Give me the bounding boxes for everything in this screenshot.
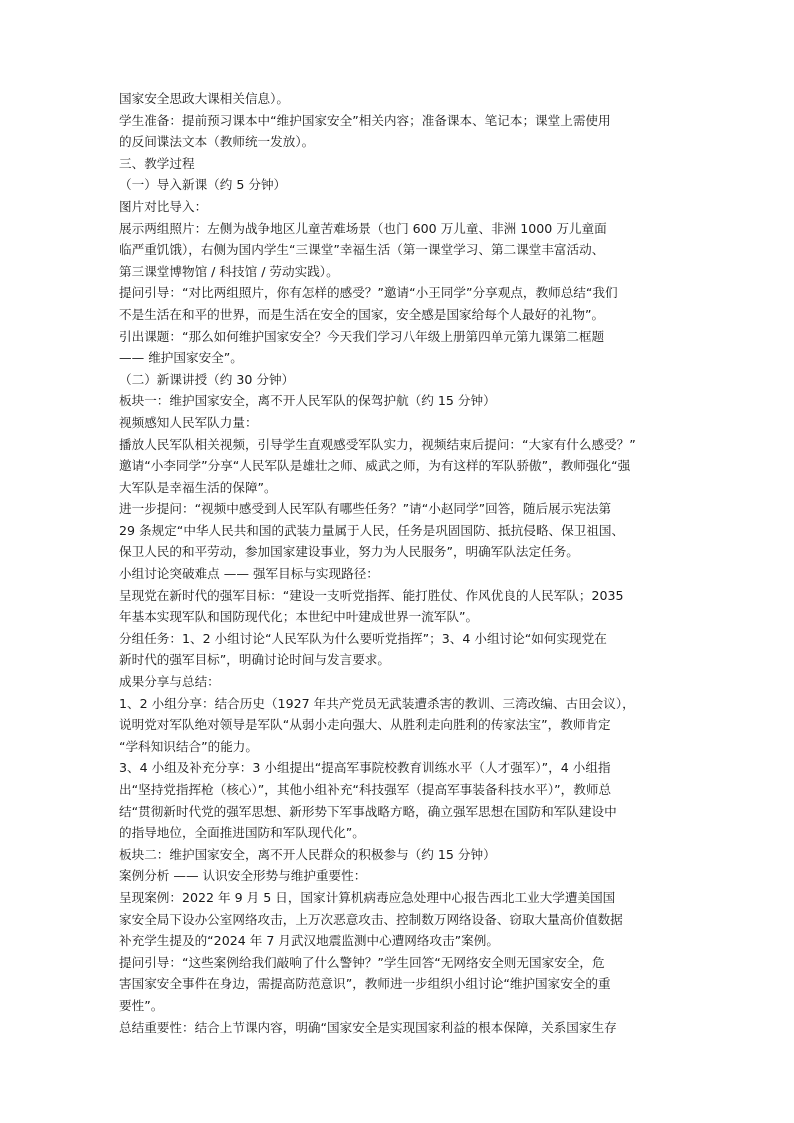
subsection-heading: （二）新课讲授（约 30 分钟） xyxy=(119,371,295,387)
text-line: 案例分析 —— 认识安全形势与维护重要性： xyxy=(119,868,367,884)
text-line: 呈现案例：2022 年 9 月 5 日，国家计算机病毒应急处理中心报告西北工业大学遭美国国 xyxy=(119,889,616,905)
text-line: 小组讨论突破难点 —— 强军目标与实现路径： xyxy=(119,566,379,582)
text-line: 第三课堂博物馆 / 科技馆 / 劳动实践）。 xyxy=(119,263,339,279)
text-line: 的反间谍法文本（教师统一发放）。 xyxy=(119,134,315,150)
text-line: 国家安全思政大课相关信息）。 xyxy=(119,91,290,106)
text-line: 成果分享与总结： xyxy=(119,674,220,690)
text-line: 提问引导：“对比两组照片，你有怎样的感受？”邀请“小王同学”分享观点，教师总结“我们 xyxy=(119,285,618,301)
block-heading: 板块一：维护国家安全，离不开人民军队的保驾护航（约 15 分钟） xyxy=(119,393,496,409)
text-line: 分组任务：1、2 小组讨论“人民军队为什么要听党指挥”；3、4 小组讨论“如何实现党在 xyxy=(119,630,607,646)
text-line: “学科知识结合”的能力。 xyxy=(119,738,258,754)
text-line: 害国家安全事件在身边，需提高防范意识”，教师进一步组织小组讨论“维护国家安全的重 xyxy=(119,976,611,992)
text-line: 进一步提问：“视频中感受到人民军队有哪些任务？”请“小赵同学”回答，随后展示宪法第 xyxy=(119,501,612,517)
lesson-plan-body xyxy=(119,88,679,1038)
text-line: 播放人民军队相关视频，引导学生直观感受军队实力，视频结束后提问：“大家有什么感受？” xyxy=(119,436,636,452)
text-line: 展示两组照片：左侧为战争地区儿童苦难场景（也门 600 万儿童、非洲 1000 万儿童面 xyxy=(119,220,607,236)
block-heading: 板块二：维护国家安全，离不开人民群众的积极参与（约 15 分钟） xyxy=(119,846,496,862)
text-line: 结“贯彻新时代党的强军思想、新形势下军事战略方略，确立强军思想在国防和军队建设中 xyxy=(119,803,617,819)
text-line: 补充学生提及的“2024 年 7 月武汉地震监测中心遭网络攻击”案例。 xyxy=(119,933,499,949)
text-line: 总结重要性：结合上节课内容，明确“国家安全是实现国家利益的根本保障，关系国家生存 xyxy=(119,1019,617,1035)
text-line: 不是生活在和平的世界，而是生活在安全的国家，安全感是国家给每个人最好的礼物”。 xyxy=(119,306,605,322)
text-line: 引出课题：“那么如何维护国家安全？今天我们学习八年级上册第四单元第九课第二框题 xyxy=(119,328,605,344)
text-line: 年基本实现军队和国防现代化；本世纪中叶建成世界一流军队”。 xyxy=(119,609,479,625)
section-heading: 三、教学过程 xyxy=(119,155,195,171)
text-line: 呈现党在新时代的强军目标：“建设一支听党指挥、能打胜仗、作风优良的人民军队；2035 xyxy=(119,587,624,603)
text-line: 1、2 小组分享：结合历史（1927 年共产党员无武装遭杀害的教训、三湾改编、古田会议）， xyxy=(119,695,635,711)
text-line: 的指导地位，全面推进国防和军队现代化”。 xyxy=(119,825,365,841)
text-line: 29 条规定“中华人民共和国的武装力量属于人民，任务是巩固国防、抵抗侵略、保卫祖国、 xyxy=(119,522,625,538)
text-line: 大军队是幸福生活的保障”。 xyxy=(119,479,277,495)
text-line: 新时代的强军目标”，明确讨论时间与发言要求。 xyxy=(119,652,390,668)
text-line: 视频感知人民军队力量： xyxy=(119,414,258,430)
text-line: 3、4 小组及补充分享：3 小组提出“提高军事院校教育训练水平（人才强军）”，4 小组指 xyxy=(119,760,611,776)
text-line: 提问引导：“这些案例给我们敲响了什么警钟？”学生回答“无网络安全则无国家安全，危 xyxy=(119,954,605,970)
text-line: 图片对比导入： xyxy=(119,198,208,214)
text-line: 邀请“小李同学”分享“人民军队是雄壮之师、威武之师，为有这样的军队骄傲”，教师强化“强 xyxy=(119,458,631,474)
subsection-heading: （一）导入新课（约 5 分钟） xyxy=(119,177,287,193)
text-line: 家安全局下设办公室网络攻击，上万次恶意攻击、控制数万网络设备、窃取大量高价值数据 xyxy=(119,911,623,927)
text-line: 保卫人民的和平劳动，参加国家建设事业，努力为人民服务”，明确军队法定任务。 xyxy=(119,544,579,560)
text-line: 说明党对军队绝对领导是军队“从弱小走向强大、从胜利走向胜利的传家法宝”，教师肯定 xyxy=(119,717,611,733)
text-line: 临严重饥饿），右侧为国内学生“三课堂”幸福生活（第一课堂学习、第二课堂丰富活动、 xyxy=(119,242,605,258)
text-line: 出“坚持党指挥枪（核心）”，其他小组补充“科技强军（提高军事装备科技水平）”，教师总 xyxy=(119,782,612,797)
text-line: 学生准备：提前预习课本中“维护国家安全”相关内容；准备课本、笔记本；课堂上需使用 xyxy=(119,112,611,128)
text-line: —— 维护国家安全”。 xyxy=(119,350,243,366)
text-line: 要性”。 xyxy=(119,997,164,1013)
